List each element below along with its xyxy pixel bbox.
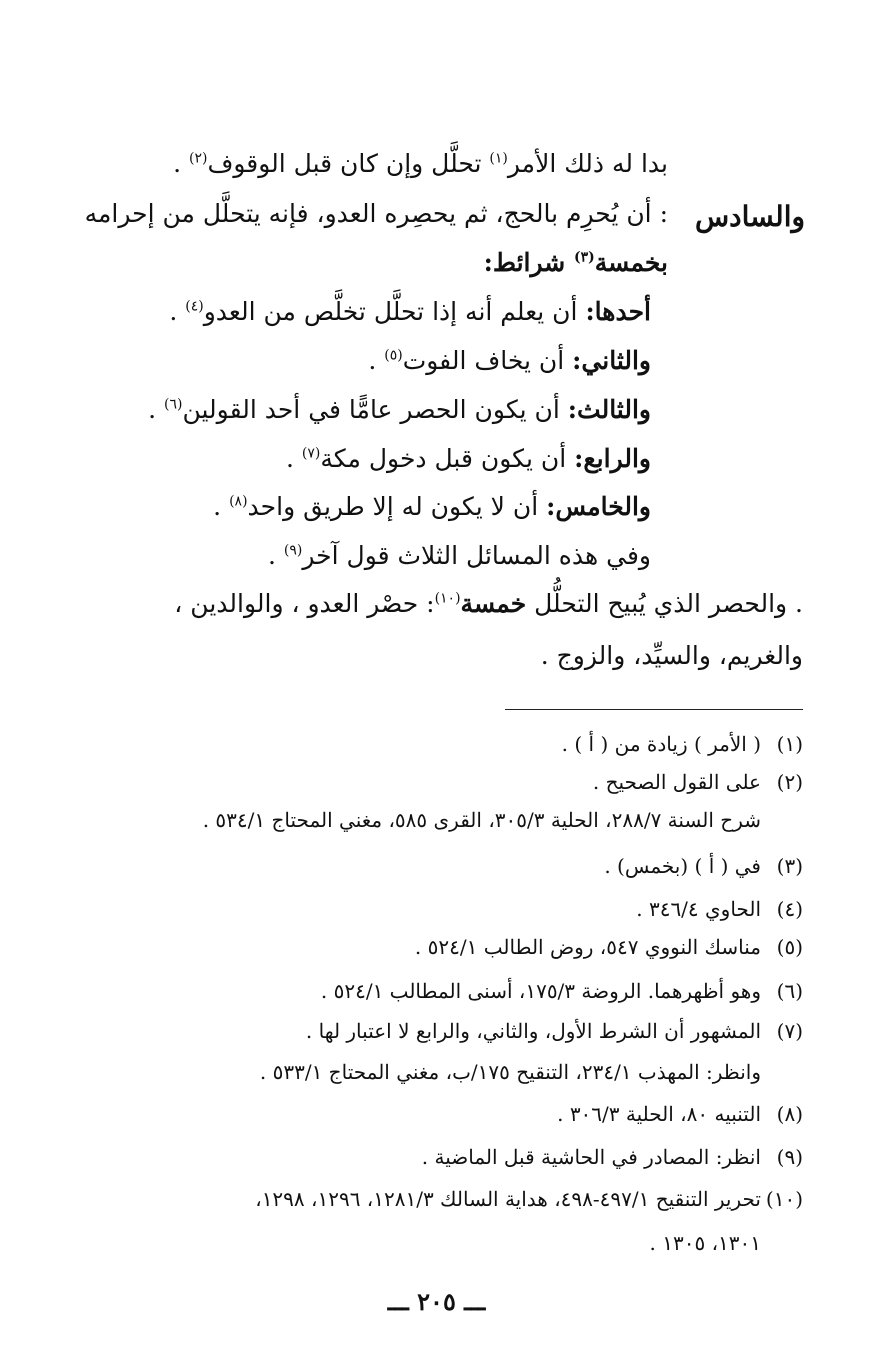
footnote-text: تحرير التنقيح ٤٩٧/١-٤٩٨، هداية السالك ١٢٨١/٣، ١٢٩٦، ١٢٩٨، xyxy=(255,1187,761,1211)
main-line-4 xyxy=(169,294,651,330)
main-line-3 xyxy=(484,245,668,281)
item-lead: أحدها: xyxy=(585,297,651,326)
footnote-number: (١٠) xyxy=(765,1187,803,1211)
footnote-line xyxy=(321,977,803,1005)
text-segment: . xyxy=(148,395,164,424)
footnote-line xyxy=(422,1143,803,1171)
main-line-8 xyxy=(213,489,651,525)
item-lead: والثالث: xyxy=(567,395,651,424)
footnote-ref: (٤) xyxy=(185,298,204,315)
footnote-text: وانظر: المهذب ٢٣٤/١، التنقيح ١٧٥/ب، مغني المحتاج ٥٣٣/١ . xyxy=(259,1060,761,1084)
footnote-ref: (٢) xyxy=(188,150,208,167)
footnote-line xyxy=(604,852,803,880)
item-lead: والخامس: xyxy=(546,492,651,521)
footnote-ref: (٦) xyxy=(164,396,183,413)
text-segment: أن يكون الحصر عامًّا في أحد القولين xyxy=(182,395,568,424)
footnote-text: وهو أظهرهما. الروضة ١٧٥/٣، أسنى المطالب ٥٢٤/١ . xyxy=(320,979,761,1003)
text-segment: . والحصر الذي يُبيح التحلُّل xyxy=(526,589,803,618)
main-line-5 xyxy=(368,343,651,379)
text-segment: وفي هذه المسائل الثلاث قول آخر xyxy=(302,541,651,570)
text-segment: . xyxy=(173,149,189,178)
footnote-line xyxy=(255,1185,803,1213)
footnote-ref: (٨) xyxy=(229,493,248,510)
text-segment: أن يخاف الفوت xyxy=(402,346,573,375)
footnote-text: مناسك النووي ٥٤٧، روض الطالب ٥٢٤/١ . xyxy=(414,935,761,959)
footnote-text: ١٣٠١، ١٣٠٥ . xyxy=(649,1231,761,1255)
page-number: ـــ ٢٠٥ ـــ xyxy=(387,1287,486,1316)
footnote-number: (٤) xyxy=(776,897,803,921)
main-line-1 xyxy=(173,146,668,182)
footnote-number: (١) xyxy=(776,732,803,756)
item-lead: والرابع: xyxy=(574,444,651,473)
footnote-line xyxy=(306,1017,803,1045)
footnote-line xyxy=(562,730,803,758)
main-line-10 xyxy=(174,586,803,622)
footnote-number: (٣) xyxy=(776,854,803,878)
footnote-ref: (٥) xyxy=(384,347,403,364)
text-segment: أن يعلم أنه إذا تحلَّل تخلَّص من العدو xyxy=(203,297,586,326)
text-segment: بخمسة xyxy=(594,248,668,277)
text-segment: . xyxy=(285,444,302,473)
footnote-divider xyxy=(505,709,803,710)
main-line-2: : أن يُحرِم بالحج، ثم يحصِره العدو، فإنه يتحلَّل من إحرامه xyxy=(84,199,668,228)
footnote-text: على القول الصحيح . xyxy=(592,770,761,794)
text-segment: أن يكون قبل دخول مكة xyxy=(320,444,575,473)
text-segment: خمسة xyxy=(460,589,527,618)
main-line-7 xyxy=(286,441,651,477)
main-line-11: والغريم، والسيِّد، والزوج . xyxy=(540,641,803,670)
footnote-text: التنبيه ٨٠، الحلية ٣٠٦/٣ . xyxy=(557,1102,761,1126)
footnote-ref: (٣) xyxy=(573,249,595,266)
footnote-line xyxy=(415,933,803,961)
footnote-text: في ( أ ) (بخمس) . xyxy=(604,854,761,878)
footnote-ref: (١) xyxy=(489,150,508,167)
text-segment: تحلَّل وإن كان قبل الوقوف xyxy=(207,149,490,178)
text-segment: شرائط: xyxy=(483,248,574,277)
text-segment: . xyxy=(213,492,230,521)
footnote-ref: (١٠) xyxy=(434,590,461,607)
footnote-number: (٢) xyxy=(776,770,803,794)
text-segment: . xyxy=(169,297,186,326)
text-segment: بدا له ذلك الأمر xyxy=(507,149,668,178)
footnote-text: الحاوي ٣٤٦/٤ . xyxy=(636,897,761,921)
main-line-9 xyxy=(268,538,651,574)
footnote-number: (٦) xyxy=(776,979,803,1003)
footnote-line xyxy=(260,1058,803,1086)
footnote-line xyxy=(636,895,803,923)
footnote-ref: (٩) xyxy=(283,542,303,559)
text-segment: . xyxy=(368,346,385,375)
text-segment: : حصْر العدو ، والوالدين ، xyxy=(174,589,435,618)
footnote-text: ( الأمر ) زيادة من ( أ ) . xyxy=(561,732,761,756)
footnote-line xyxy=(557,1100,803,1128)
footnote-number: (٧) xyxy=(776,1019,803,1043)
footnote-number: (٥) xyxy=(776,935,803,959)
footnote-number: (٨) xyxy=(776,1102,803,1126)
text-segment: . xyxy=(268,541,284,570)
footnote-text: انظر: المصادر في الحاشية قبل الماضية . xyxy=(421,1145,761,1169)
item-lead: والثاني: xyxy=(572,346,651,375)
footnote-text: المشهور أن الشرط الأول، والثاني، والرابع لا اعتبار لها . xyxy=(305,1019,761,1043)
footnote-text: شرح السنة ٢٨٨/٧، الحلية ٣٠٥/٣، القرى ٥٨٥، مغني المحتاج ٥٣٤/١ . xyxy=(202,808,761,832)
footnote-number: (٩) xyxy=(776,1145,803,1169)
main-line-6 xyxy=(148,392,651,428)
footnote-line xyxy=(593,768,803,796)
footnote-line xyxy=(650,1229,803,1257)
section-heading-sixth: والسادس xyxy=(695,200,805,233)
footnote-ref: (٧) xyxy=(301,445,321,462)
footnote-line xyxy=(203,806,803,834)
text-segment: أن لا يكون له إلا طريق واحد xyxy=(247,492,547,521)
